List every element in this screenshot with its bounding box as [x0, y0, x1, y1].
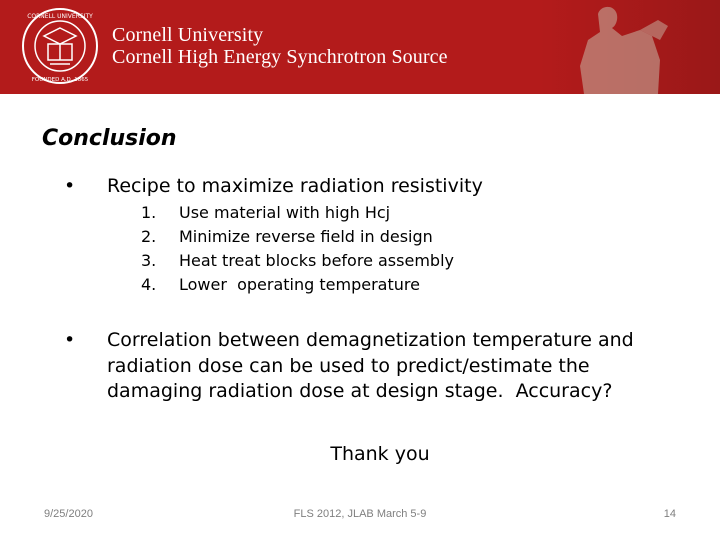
list-number: 4.	[141, 275, 157, 294]
list-text: Use material with high Hcj	[179, 203, 391, 222]
list-item	[141, 201, 454, 225]
closing-text: Thank you	[330, 443, 430, 465]
svg-text:CORNELL UNIVERSITY: CORNELL UNIVERSITY	[27, 13, 93, 20]
bullet-text: Correlation between demagnetization temperature and radiation dose can be used to predict/estimate the damaging radiation dose at design stage. Accuracy?	[107, 329, 640, 402]
department-name: Cornell High Energy Synchrotron Source	[112, 46, 448, 68]
footer-date: 9/25/2020	[44, 508, 93, 520]
cornell-seal-icon	[20, 6, 100, 86]
bullet-text: Recipe to maximize radiation resistivity	[107, 175, 483, 197]
list-item	[141, 225, 454, 249]
bullet-icon: •	[64, 175, 76, 197]
numbered-list	[141, 201, 454, 297]
footer-center: FLS 2012, JLAB March 5-9	[293, 508, 427, 520]
list-number: 3.	[141, 251, 157, 270]
list-item	[141, 273, 454, 297]
svg-text:FOUNDED A.D. 1865: FOUNDED A.D. 1865	[31, 77, 89, 83]
bullet-icon: •	[64, 329, 76, 351]
list-number: 1.	[141, 203, 157, 222]
page-number: 14	[663, 508, 676, 520]
list-text: Heat treat blocks before assembly	[179, 251, 454, 270]
list-item	[141, 249, 454, 273]
header-banner	[0, 0, 720, 94]
statue-image	[540, 0, 720, 94]
university-name: Cornell University	[112, 24, 264, 46]
slide-title: Conclusion	[42, 126, 177, 151]
list-number: 2.	[141, 227, 157, 246]
list-text: Lower operating temperature	[179, 275, 420, 294]
list-text: Minimize reverse field in design	[179, 227, 433, 246]
